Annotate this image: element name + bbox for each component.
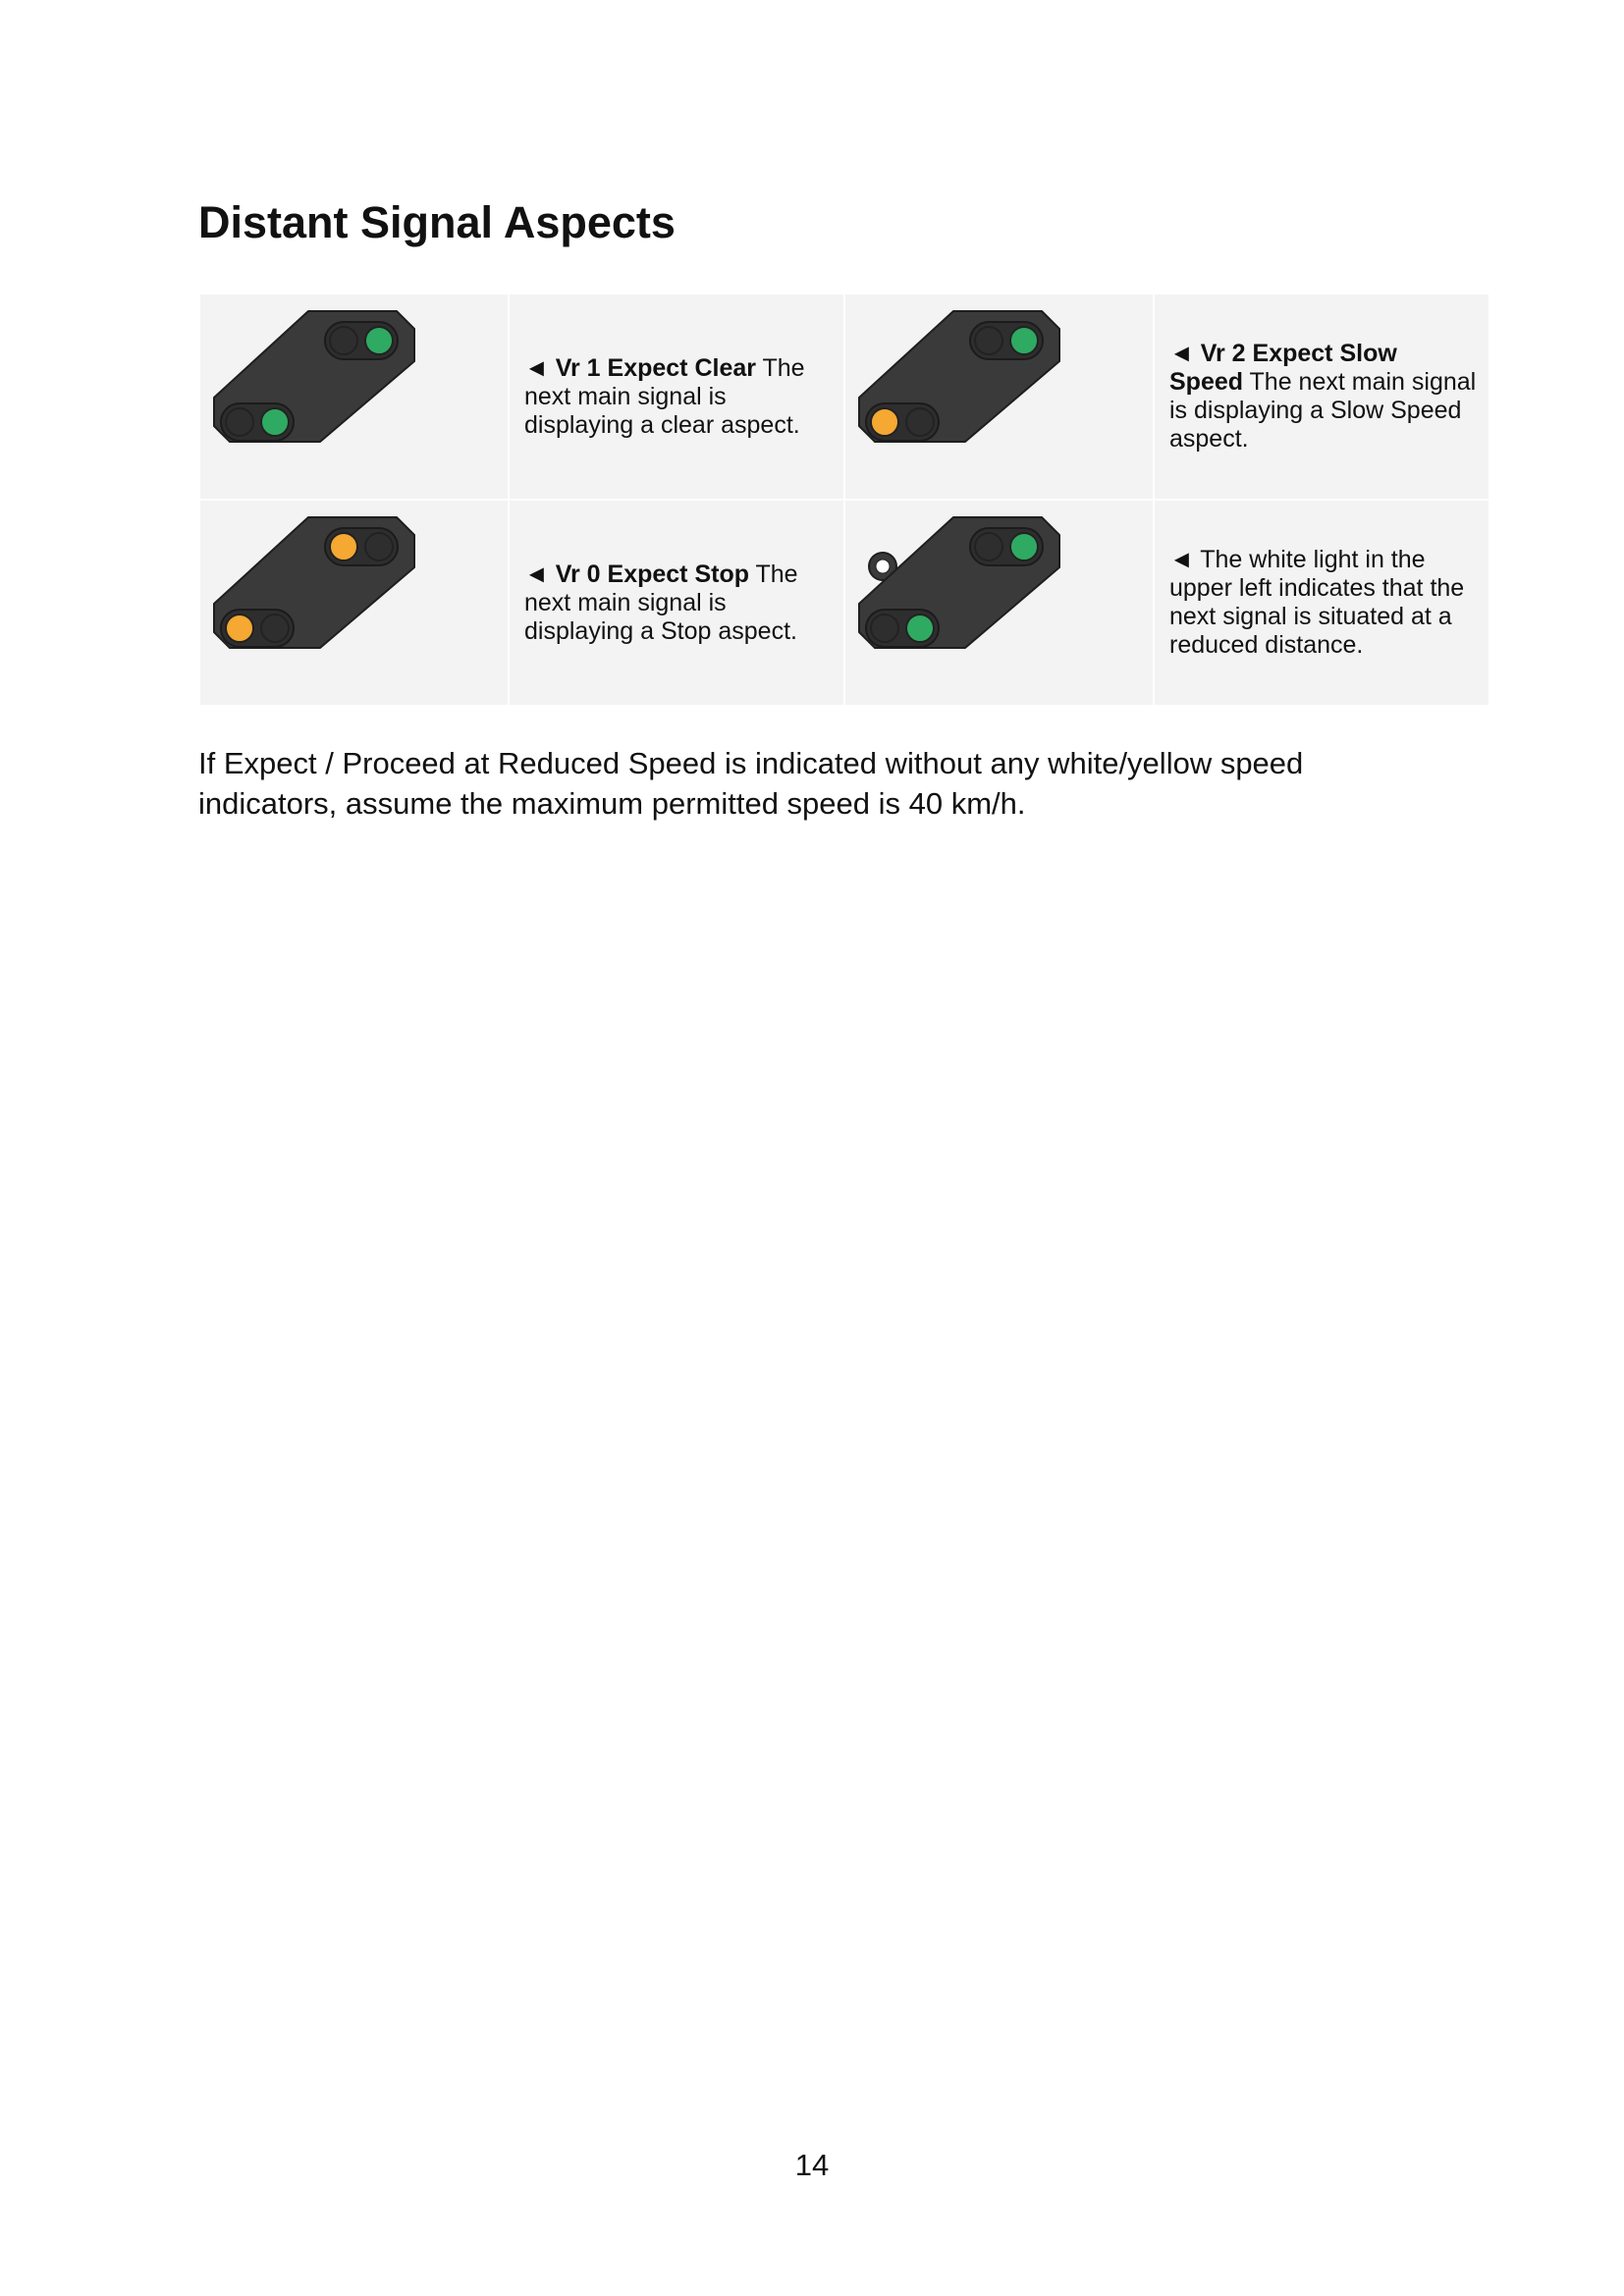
signal-image-cell	[844, 500, 1154, 706]
top-left-lamp	[330, 327, 357, 354]
bottom-left-lamp	[226, 614, 253, 642]
page-number: 14	[794, 2148, 830, 2182]
signal-meaning: The next main signal is displaying a clear aspect.	[524, 353, 805, 439]
top-right-lamp	[1010, 533, 1038, 561]
signal-description	[524, 561, 832, 646]
top-right-lamp	[1010, 327, 1038, 354]
page-title: Distant Signal Aspects	[198, 197, 676, 247]
signal-description	[1169, 546, 1477, 660]
signal-meaning: The white light in the upper left indicates that the next signal is situated at a reduced distance.	[1169, 546, 1465, 659]
signal-description-cell	[509, 500, 844, 706]
arrow-icon: ◄	[1169, 546, 1194, 573]
signal-description-cell	[1154, 500, 1489, 706]
signal-image-cell	[199, 500, 509, 706]
bottom-right-lamp	[261, 408, 289, 436]
top-right-lamp	[365, 327, 393, 354]
top-left-lamp	[975, 327, 1002, 354]
bottom-left-lamp	[871, 614, 898, 642]
top-left-lamp	[975, 533, 1002, 561]
bottom-right-lamp	[261, 614, 289, 642]
signal-meaning: The next main signal is displaying a Slow Speed aspect.	[1169, 368, 1477, 453]
signal-image-cell	[199, 294, 509, 500]
bottom-left-lamp	[226, 408, 253, 436]
signal-meaning: The next main signal is displaying a Stop aspect.	[524, 560, 798, 645]
signal-description	[1169, 340, 1477, 454]
signal-code: Vr 0 Expect Stop	[555, 560, 749, 588]
top-right-lamp	[365, 533, 393, 561]
signal-description-cell	[509, 294, 844, 500]
white-light-lamp	[876, 560, 890, 573]
table-row	[199, 500, 1489, 706]
bottom-right-lamp	[906, 408, 934, 436]
signal-description-cell	[1154, 294, 1489, 500]
distant-signal-vr1-icon	[200, 294, 508, 499]
distant-signal-vr2-icon	[845, 294, 1153, 499]
bottom-right-lamp	[906, 614, 934, 642]
distant-signal-vr0-icon	[200, 501, 508, 705]
signal-aspects-table	[198, 293, 1490, 707]
arrow-icon: ◄	[1169, 340, 1194, 367]
signal-image-cell	[844, 294, 1154, 500]
distant-signal-white-light-icon	[845, 501, 1153, 705]
bottom-left-lamp	[871, 408, 898, 436]
arrow-icon: ◄	[524, 560, 549, 588]
signal-code: Vr 1 Expect Clear	[555, 353, 756, 382]
speed-note: If Expect / Proceed at Reduced Speed is indicated without any white/yellow speed indicators, assume the maximum permitted speed is 40 km/h.	[198, 746, 1304, 821]
signal-code: Vr 2 Expect Slow Speed	[1169, 340, 1397, 396]
arrow-icon: ◄	[524, 353, 549, 382]
table-row	[199, 294, 1489, 500]
top-left-lamp	[330, 533, 357, 561]
signal-description	[524, 354, 832, 440]
